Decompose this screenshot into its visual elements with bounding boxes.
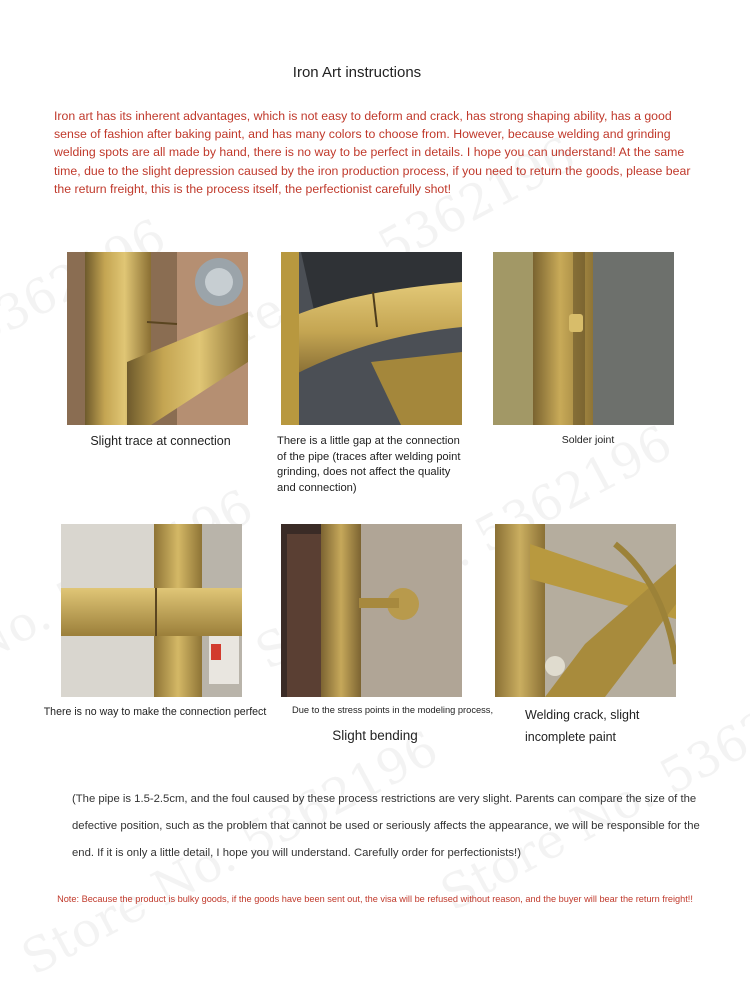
- return-note: Note: Because the product is bulky goods, if the goods have been sent out, the visa will be refused without reason, and the buyer will bear the return freight!!: [57, 894, 693, 904]
- photo-connection-trace: [67, 252, 248, 425]
- photo-welding-crack: [495, 524, 676, 697]
- page-title: Iron Art instructions: [292, 64, 422, 81]
- caption-2: There is a little gap at the connection of the pipe (traces after welding point grinding, does not affect the quality and connection): [277, 435, 461, 494]
- caption-6: Welding crack, slight incomplete paint: [525, 708, 640, 744]
- photo-slight-bending: [281, 524, 462, 697]
- caption-5: Slight bending: [332, 728, 418, 743]
- caption-1: Slight trace at connection: [90, 434, 231, 448]
- photo-pipe-gap: [281, 252, 462, 425]
- footnote-text: (The pipe is 1.5-2.5cm, and the foul caused by these process restrictions are very slight. Parents can compare the size of the defective position, such as the problem that cannot be used or seriously affects the appearance, we will be responsible for the end. If it is only a little detail, I hope you will understand. Carefully order for perfectionists!): [72, 793, 700, 859]
- caption-5-top: Due to the stress points in the modeling process,: [292, 705, 494, 715]
- caption-3: Solder joint: [561, 434, 615, 446]
- caption-4: There is no way to make the connection perfect: [43, 706, 267, 718]
- photo-solder-joint: [493, 252, 674, 425]
- intro-text: Iron art has its inherent advantages, which is not easy to deform and crack, has strong shaping ability, has a good sense of fashion after baking paint, and has many colors to choose from. However, because welding and grinding welding spots are all made by hand, there is no way to be perfect in details. I hope you can understand! At the same time, due to the slight depression caused by the iron production process, if you need to return the goods, please bear the return freight, this is the process itself, the perfectionist carefully shot!: [54, 109, 691, 196]
- photo-imperfect-connection: [61, 524, 242, 697]
